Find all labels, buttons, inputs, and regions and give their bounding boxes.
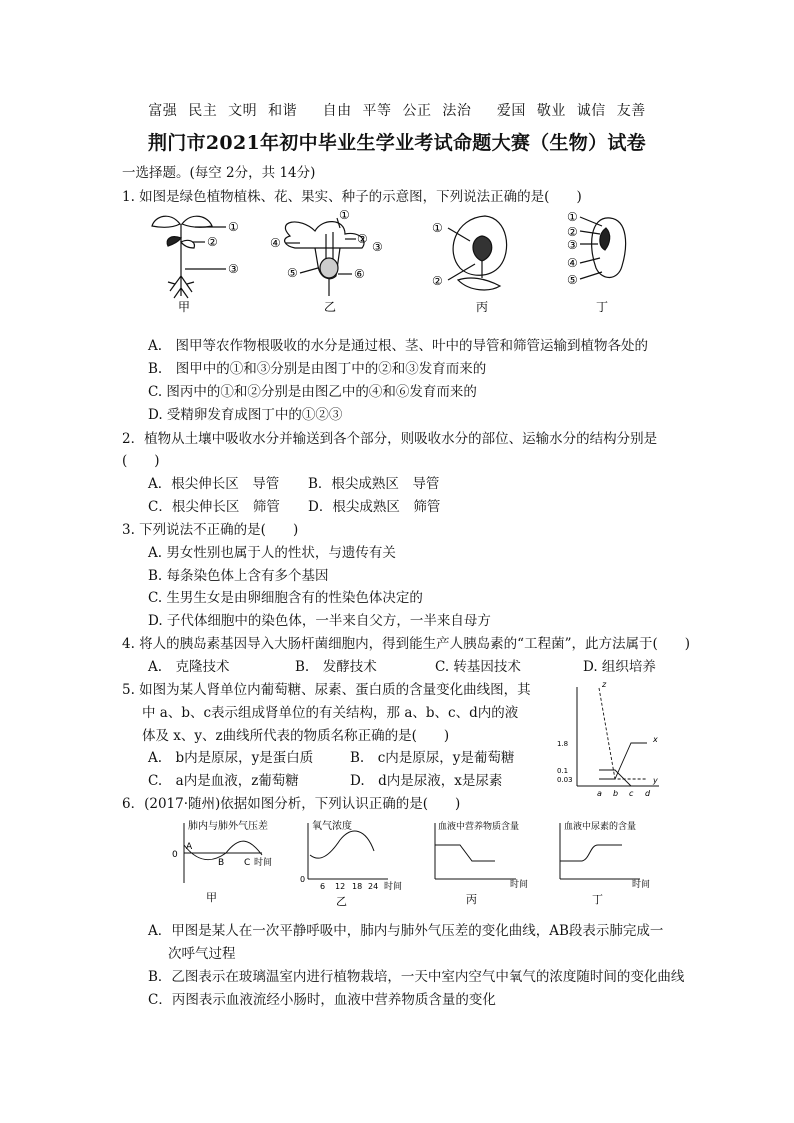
q2-stem: 2．植物从土壤中吸收水分并输送到各个部分，则吸收水分的部位、运输水分的结构分别是 (122, 431, 658, 447)
q1-option-b: B. 图甲中的①和③分别是由图丁中的②和③发育而来的 (148, 361, 487, 377)
chart-yi-tick-12: 12 (335, 882, 346, 891)
chart-jia-xlabel: 时间 (254, 858, 273, 868)
q4-option-b: B. 发酵技术 (295, 659, 377, 675)
q5-stem-3: 体及 x、y、z曲线所代表的物质名称正确的是( ) (142, 728, 450, 744)
q1-option-c: C. 图丙中的①和②分别是由图乙中的④和⑥发育而来的 (148, 384, 477, 400)
fruit-figure (448, 216, 507, 290)
chart-yi-tick-0: 0 (300, 875, 306, 884)
q5-category-b: b (613, 789, 619, 798)
marker-3b: ③ (372, 240, 383, 254)
chart-yi-tick-24: 24 (368, 882, 379, 891)
q2-option-d: D．根尖成熟区 筛管 (308, 499, 441, 515)
q5-series-label-z: z (602, 682, 607, 689)
q3-option-b: B. 每条染色体上含有多个基因 (148, 568, 329, 584)
q3-option-c: C. 生男生女是由卵细胞含有的性染色体决定的 (148, 590, 423, 606)
chart-bing-caption: 丙 (466, 893, 477, 906)
chart-jia-caption: 甲 (206, 891, 217, 904)
q6-option-a-cont: 次呼气过程 (168, 946, 236, 962)
q5-ytick-0: 0.03 (557, 776, 573, 784)
q6-charts (170, 815, 660, 915)
chart-yi-xlabel: 时间 (384, 882, 403, 892)
q1-option-d: D. 受精卵发育成图丁中的①②③ (148, 407, 343, 423)
q1-stem: 1. 如图是绿色植物植株、花、果实、种子的示意图，下列说法正确的是( ) (122, 189, 582, 205)
marker-4b: ④ (270, 236, 281, 250)
caption-ding: 丁 (596, 300, 609, 314)
q5-series-label-x: x (653, 735, 658, 744)
chart-jia-label-c: C (244, 858, 251, 868)
marker-5d: ⑤ (567, 273, 578, 287)
core-values-motto: 富强 民主 文明 和谐 自由 平等 公正 法治 爱国 敬业 诚信 友善 (148, 103, 646, 119)
q5-ytick-1: 0.1 (557, 767, 569, 775)
chart-yi (300, 819, 402, 908)
marker-1a: ① (228, 220, 239, 234)
q2-stem-paren: ( ) (122, 453, 160, 469)
marker-6b: ⑥ (354, 267, 365, 281)
marker-1d: ① (567, 210, 578, 224)
chart-jia-title: 肺内与肺外气压差 (188, 821, 268, 832)
flower-figure (285, 218, 364, 296)
q5-series-x (599, 743, 647, 779)
q5-category-d: d (645, 789, 651, 798)
page-title: 荆门市2021年初中毕业生学业考试命题大赛（生物）试卷 (148, 132, 646, 154)
q5-option-b: B. c内是原尿，y是葡萄糖 (350, 750, 515, 766)
marker-5b: ⑤ (287, 266, 298, 280)
caption-jia: 甲 (178, 300, 191, 314)
chart-bing (435, 820, 528, 906)
marker-3a: ③ (228, 262, 239, 276)
section-heading: 一选择题。(每空 2分，共 14分) (122, 165, 316, 181)
q2-option-a: A．根尖伸长区 导管 (148, 476, 280, 492)
marker-3d: ③ (567, 238, 578, 252)
marker-2b: ② (357, 232, 368, 246)
q5-option-d: D. d内是尿液，x是尿素 (350, 773, 503, 789)
marker-2c: ② (432, 274, 443, 288)
chart-bing-title: 血液中营养物质含量 (438, 822, 520, 832)
q3-option-a: A. 男女性别也属于人的性状，与遗传有关 (148, 545, 396, 561)
caption-bing: 丙 (476, 300, 489, 314)
q3-stem: 3. 下列说法不正确的是( ) (122, 522, 299, 538)
q5-option-a: A. b内是原尿，y是蛋白质 (148, 750, 314, 766)
q4-option-d: D. 组织培养 (583, 659, 656, 675)
plant-figure (152, 216, 226, 298)
q6-option-a: A．甲图是某人在一次平静呼吸中，肺内与肺外气压差的变化曲线，AB段表示肺完成一 (148, 923, 664, 939)
q5-series-z (599, 688, 647, 779)
q5-series-y (599, 770, 647, 786)
seed-figure (580, 217, 626, 279)
q6-stem: 6．(2017·随州)依据如图分析，下列认识正确的是( ) (122, 796, 461, 812)
marker-2d: ② (567, 225, 578, 239)
q5-stem-2: 中 a、b、c表示组成肾单位的有关结构，那 a、b、c、d内的液 (142, 705, 519, 721)
q1-figures (140, 206, 630, 321)
q5-ytick-2: 1.8 (557, 740, 569, 748)
q5-kidney-chart (555, 682, 665, 800)
q2-option-c: C．根尖伸长区 筛管 (148, 499, 280, 515)
chart-jia-label-a: A (186, 842, 193, 852)
chart-ding-xlabel: 时间 (632, 880, 651, 890)
chart-yi-caption: 乙 (336, 895, 347, 908)
chart-ding (560, 820, 650, 906)
q4-option-a: A. 克隆技术 (148, 659, 230, 675)
chart-ding-caption: 丁 (592, 893, 603, 906)
q4-option-c: C. 转基因技术 (435, 659, 521, 675)
q6-option-c: C．丙图表示血液流经小肠时，血液中营养物质含量的变化 (148, 992, 496, 1008)
marker-2a: ② (207, 235, 218, 249)
chart-jia-label-b: B (218, 858, 225, 868)
chart-jia (172, 819, 272, 904)
q5-series-label-y: y (653, 776, 658, 785)
q4-stem: 4. 将人的胰岛素基因导入大肠杆菌细胞内，得到能生产人胰岛素的“工程菌”，此方法属于( ) (122, 636, 691, 652)
chart-yi-tick-6: 6 (320, 882, 326, 891)
marker-1b: ① (339, 208, 350, 222)
q1-option-a: A. 图甲等农作物根吸收的水分是通过根、茎、叶中的导管和筛管运输到植物各处的 (148, 338, 649, 354)
q5-category-c: c (629, 789, 634, 798)
chart-ding-title: 血液中尿素的含量 (564, 822, 637, 832)
q2-option-b: B．根尖成熟区 导管 (308, 476, 440, 492)
chart-yi-tick-18: 18 (352, 882, 363, 891)
q5-category-a: a (597, 789, 602, 798)
caption-yi: 乙 (324, 300, 337, 314)
marker-1c: ① (432, 221, 443, 235)
q5-option-c: C. a内是血液，z葡萄糖 (148, 773, 299, 789)
marker-4d: ④ (567, 256, 578, 270)
chart-yi-title: 氧气浓度 (312, 821, 352, 832)
q3-option-d: D. 子代体细胞中的染色体，一半来自父方，一半来自母方 (148, 613, 491, 629)
chart-jia-origin: 0 (172, 850, 178, 860)
chart-bing-xlabel: 时间 (510, 880, 529, 890)
q6-option-b: B．乙图表示在玻璃温室内进行植物栽培，一天中室内空气中氧气的浓度随时间的变化曲线 (148, 969, 685, 985)
q5-stem-1: 5. 如图为某人肾单位内葡萄糖、尿素、蛋白质的含量变化曲线图，其 (122, 682, 531, 698)
